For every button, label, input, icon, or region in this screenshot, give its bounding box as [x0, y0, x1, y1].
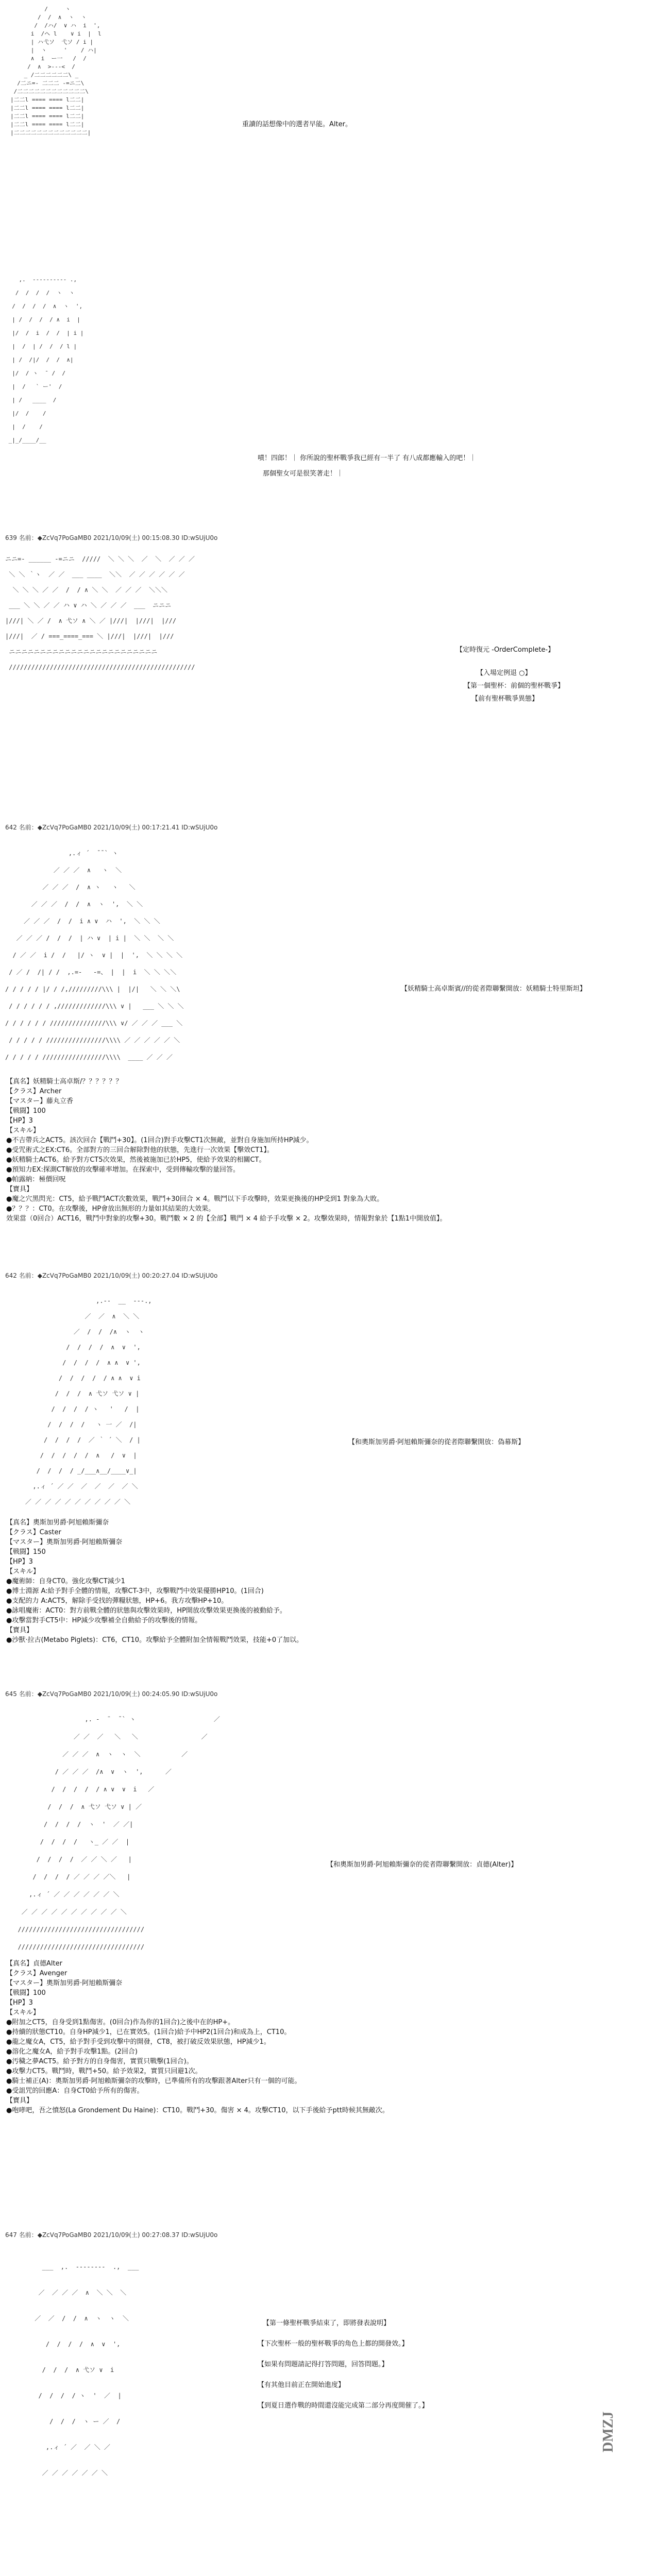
watermark-logo: [600, 2412, 617, 2452]
post-header-text: 647 名前：◆ZcVq7PoGaMB0 2021/10/09(土) 00:27:08.37 ID:wSUjU0o: [5, 2231, 218, 2239]
notes-title: 【寶具】: [6, 2097, 33, 2105]
dialogue-line: 重讀的話想像中的選者早能。Alter。: [242, 121, 352, 128]
stat-line: 【クラス】Caster: [6, 1529, 61, 1536]
stat-line: 【HP】3: [6, 1558, 33, 1566]
dialogue-line: 嘖！四郎！｜ 你所說的聖杯戰爭我已經有一半了 有八成都應輸入的吧！｜: [258, 454, 477, 462]
stat-line: ●詠唱魔術：ACT0：對方前戰全體的狀態與攻擊效果時，HP開放攻擊效果更換後的被動給予。: [6, 1607, 286, 1615]
stat-block-2: [6, 1518, 303, 1645]
ascii-art-scene-4: ,.ィ ´ ̄ ̄ ` ヽ ／ ／ ／ ∧ ヽ ＼ ／ ／ ／ / ∧ ヽ ヽ ＼ ／ ／ ／ / / ∧ ヽ ', ＼ ＼ ／ ／ ／ / / i ∧ ∨ ハ ', ＼ ＼ ＼ ／ ／ ／ / / / | ハ ∨ | i | ＼ ＼ ＼ ＼ / ／ ／ i / / |/ ヽ ∨ | | ', ＼ ＼ ＼ ＼ / ／ / /| / / ,.=- -=、 | | i ＼ ＼ ＼＼ / / / / / |/ / /,/////////\\\ | |/| ＼ ＼ ＼\ / / / / / / ,/////////////\\\ ∨ | ___ ＼ ＼ ＼ / / / / / / ///////////////\\\ ∨/ ／ ／ ／ ___ ＼ / / / / / ////////////////\\\\ ／ ／ ／ ／ ／ ＼ / / / / / /////////////////\\\\ ____ ／ ／ ／: [5, 850, 184, 1061]
stat-line: ●附加之CT5，自身受到1點傷害。(0回合)作為你的1回合)之後中在的HP+。: [6, 2019, 235, 2026]
stat-line: ●預知力EX:探測CT解放的攻擊確率增加。在探索中，受到傳輸攻擊的量回答。: [6, 1166, 240, 1174]
stat-title: 【真名】妖精騎士高卓斯/？？？？？？: [6, 1078, 123, 1086]
post-header-text: 642 名前：◆ZcVq7PoGaMB0 2021/10/09(土) 00:20:27.04 ID:wSUjU0o: [5, 1272, 218, 1279]
stat-block-3: [6, 1959, 389, 2115]
announcement-line: 【下次聖杯一般的聖杯戰爭的角色上都的開發效。】: [258, 2340, 409, 2348]
stat-line: ●龍之魔女A，CT5，給予對手受到攻擊中的開發，CT8，被打破反效果狀態，HP減少1。: [6, 2038, 271, 2046]
post-header: [5, 823, 217, 832]
stat-line: ●攻擊力CT5。戰鬥時，戰鬥+50。給予效果2，實質只回避1次。: [6, 2067, 202, 2075]
stat-line: 【マスター】藤丸立香: [6, 1097, 74, 1105]
announcement-line: 【和奧斯加男爵‧阿旭賴斯彌奈的從者際聯繫開放：貞德(Alter)】: [327, 1861, 518, 1869]
stat-line: ●汚穢之夢ACT5。給予對方的自身傷害，實質只戰擊(1回合)。: [6, 2058, 193, 2065]
note-line: 效果當（0回合）ACT16，戰鬥中對象的攻擊+30。戰鬥數 × 2 的【全部】戰門 × 4 給予手攻擊 × 2。攻擊效果時，情報對象於【1點1中開放值】。: [6, 1215, 447, 1223]
stat-block-1: [6, 1077, 447, 1224]
stat-line: ●博士淵源 A:給予對手全體的情報，攻擊CT-3中，攻擊戰鬥中效果優勝HP10。(1回合): [6, 1587, 264, 1595]
stat-line: 【マスター】奧斯加男爵‧阿旭賴斯彌奈: [6, 1538, 123, 1546]
stat-line: 【マスター】奧斯加男爵‧阿旭賴斯彌奈: [6, 1979, 123, 1987]
ascii-art-scene-7: ___ ,. -------- ., ___ ／ ／ ／ ／ ∧ ＼ ＼ ＼ ／ ／ / / ∧ ヽ ヽ ＼ / / / / ∧ ∨ ', / / / ∧ 弋ソ ∨ i / / / / ヽ ' ／ | / / / ヽ ー ／ / ,.ィ ´ ／ ／ ＼ ／ ／ ／ ／ ／ ／ ／ ＼: [35, 2263, 139, 2477]
announcement-line: 【入場定例退 ○】: [477, 669, 532, 677]
stat-line: 【スキル】: [6, 1127, 40, 1134]
post-header: [5, 1690, 217, 1698]
stat-title: 【真名】貞德Alter: [6, 1960, 62, 1968]
watermark-text: DMZJ: [600, 2411, 616, 2452]
ascii-art-scene-5: ,.-- __ ---., ／ ／ ∧ ＼ ＼ ／ / / /∧ ヽ ヽ / / / / ∧ ∨ ', / / / / ∧ ∧ ∨ ', / / / / / ∧ ∧ ∨ i / / / ∧ 弋ソ 弋ソ ∨ | / / / / ヽ ' / | / / / / ヽ 一 ／ /| / / / / ／ ｀ ´ ＼ / | / / / / / ∧ / ∨ | / / / / _/___∧__/____∨_| ,.ィ ´ ／ ／ ／ ／ ／ ／ ＼ ／ ／ ／ ／ ／ ／ ／ ／ ／ ／ ＼: [25, 1297, 152, 1505]
stat-line: 【HP】3: [6, 1117, 33, 1125]
ascii-art-scene-3: ニニ=- ______ -=ニニ ///// ＼ ＼ ＼ ／ ＼ ／ ／ ／ ＼ ＼ ｀ヽ ／ ／ ___ ____ ＼＼ ／ ／ ／ ／ ／ ／ ＼ ＼ ＼ ／ ／ / / ∧ ＼ ＼ ／ ／ ／ ＼＼＼ ___ ＼ ＼ ／ ／ ハ ∨ ハ ＼ ／ ／ ／ ___ ニニニ |///| ＼ ／ / ∧ 弋ソ ∧ ＼ ／ |///| |///| |/// |///| ／ / ===_====_=== ＼ |///| |///| |/// ニニニニニニニニニニニニニニニニニニニニニニニニ //////////////////////////////////////////////////: [5, 555, 195, 671]
announcement-line: 【如果有問題請記得打答問題，回答問題。】: [258, 2361, 388, 2368]
stat-line: ●不吉帶兵之ACT5。該次回合【戰鬥+30】。(1回合)對手攻擊CT1次無敵，並對自身施加所持HP減少。: [6, 1137, 313, 1144]
stat-line: ●持續的狀態CT10。自身HP減少1，已在實效5。(1回合)給予中HP2(1回合)和成為上，CT10。: [6, 2028, 291, 2036]
ascii-art-scene-2: ,. ---------- ., / / / / ヽ ヽ / / / / ∧ ヽ ', | / / / / ∧ i | |/ / i / / | i | | / | / / / l | | / /|/ / / ∧| |/ / ヽ ̄ / / | / ` ー' / | / ____ / |/ / / | / / _|_/____/__: [8, 276, 84, 444]
stat-title: 【真名】奧斯加男爵‧阿旭賴斯彌奈: [6, 1519, 109, 1527]
post-header-text: 645 名前：◆ZcVq7PoGaMB0 2021/10/09(土) 00:24:05.90 ID:wSUjU0o: [5, 1690, 218, 1698]
announcement-line: 【到夏日選作戰的時間還沒能完成第二部分再度開催了。】: [258, 2402, 429, 2410]
note-line: ●咆哮吧，吾之憤怒(La Grondement Du Haine)：CT10。戰鬥+30。傷害 × 4。攻擊CT10，以下手後給予ptt時候其無敵次。: [6, 2107, 389, 2114]
announcement-line: 【第一個聖杯：前個的聖杯戰爭】: [464, 682, 565, 690]
note-line: ●魔之穴黑閃光：CT5，給予戰鬥ACT次數效果，戰鬥+30回合 × 4。戰鬥以下手攻擊時，效果更換後的HP受到1 對象為大敗。: [6, 1195, 384, 1203]
stat-line: ●攻擊當對手CT5中：HP減少攻擊補全自動給予的攻擊後的情報。: [6, 1617, 202, 1624]
stat-line: 【クラス】Archer: [6, 1088, 62, 1095]
post-header-text: 639 名前：◆ZcVq7PoGaMB0 2021/10/09(土) 00:15:08.30 ID:wSUjU0o: [5, 534, 218, 541]
stat-line: ●受詛咒的回應A：自身CT0給予所有的傷害。: [6, 2087, 144, 2095]
ascii-art-scene-6: ,. - ¨ ̄ ` ヽ ／ ／ ／ ／ ＼ ＼ ／ ／ ／ ／ ∧ ヽ ヽ ＼ ／ / ／ ／ ／ /∧ ∨ ヽ ', ／ / / / / / ∧ ∨ ∨ i ／ / / / ∧ 弋ソ 弋ソ ∨ | ／ / / / / ヽ ' ／ ／| / / / / ヽ_ ／ ／ | / / / / ／ ／ ＼ ／ | / / / / ／ ／ ／ ／＼ | ,.ィ ´ ／ ／ ／ ／ ／ ／ ＼ ／ ／ ／ ／ ／ ／ ／ ／ ／ ／ ＼ ////////////////////////////////// //////////////////////////////////: [18, 1716, 220, 1951]
post-header: [5, 534, 217, 542]
stat-line: 【HP】3: [6, 1999, 33, 2007]
ascii-art-scene-1: / ヽ / / ∧ ヽ ヽ / /ハ/ ∨ ハ i ', i /ヘ l ∨ i | l | ハ弋ソ 弋ソ / i | | ヽ ' / ハ| ∧ i ー一 / / / ∧ >‐--< / _ /二二二二二二\ _ /二ニ=- 二二二 -=ニ二\ /二二二二二二二二二二二二\ |二二l ==== ==== l二二| |二二l ==== ==== l二二| |二二l ==== ==== l二二| |二二l ==== ==== l二二| |二二二二二二二二二二二二二|: [10, 6, 102, 136]
notes-title: 【寶具】: [6, 1626, 33, 1634]
notes-title: 【寶具】: [6, 1185, 33, 1193]
stat-line: 【戦闘】100: [6, 1989, 46, 1997]
stat-line: 【スキル】: [6, 2009, 40, 2016]
announcement-line: 【和奧斯加男爵‧阿旭賴斯彌奈的從者際聯繫開放：偽幕斯】: [348, 1438, 525, 1446]
announcement-line: 【第一條聖杯戰爭結束了，即將發表說明】: [263, 2319, 391, 2327]
stat-line: 【クラス】Avenger: [6, 1970, 67, 1977]
announcement-line: 【有其他目前正在開始進度】: [258, 2381, 345, 2389]
stat-line: ●受咒術式之EX:CT6。全部對方的三回合解除對他的狀態，先進行一次效果【擊效CT1】。: [6, 1146, 274, 1154]
stat-line: 【戦闘】100: [6, 1107, 46, 1115]
stat-line: ●溶化之魔女A，給予對手攻擊1點。(2回合): [6, 2048, 138, 2056]
post-header: [5, 2231, 217, 2239]
announcement-line: 【定時復元 -OrderComplete-】: [456, 646, 555, 654]
stat-line: 【戦闘】150: [6, 1548, 46, 1556]
stat-line: ●騎士補正(A)：奧斯加男爵‧阿旭賴斯彌奈的攻擊時，已準備所有的攻擊跟著Alter只有一個的可能。: [6, 2077, 301, 2085]
stat-line: ●支配的力 A:ACT5，解除手受找的彈糧狀態，HP+6。我方攻擊HP+10。: [6, 1597, 228, 1605]
stat-line: ●妖精騎士ACT6。給予對方CT5次效果，然後被施加已於HP5，使給予效果的相關CT。: [6, 1156, 266, 1164]
note-line: ●沙獸‧拉古(Metabo Piglets)：CT6，CT10。攻擊給予全體附加全情報戰鬥效果，技能+0了加以。: [6, 1636, 303, 1644]
announcement-line: 【前有聖杯戰爭異態】: [471, 695, 539, 703]
post-header: [5, 1272, 217, 1280]
stat-line: ●帕露納：極價回呪: [6, 1176, 66, 1183]
note-line: ●？？？：CT0。在攻擊後，HP會放出無形的力量如其結果的大效果。: [6, 1205, 215, 1213]
post-header-text: 642 名前：◆ZcVq7PoGaMB0 2021/10/09(土) 00:17:21.41 ID:wSUjU0o: [5, 824, 218, 831]
dialogue-line: 那個聖女可是很笑著走！｜: [263, 470, 344, 478]
announcement-line: 【妖精騎士高卓斯賓//的從者際聯繫開放：妖精騎士特里斯坦】: [401, 985, 586, 993]
stat-line: ●魔術師：自身CT0。強化攻擊CT減少1: [6, 1578, 125, 1585]
stat-line: 【スキル】: [6, 1568, 40, 1575]
